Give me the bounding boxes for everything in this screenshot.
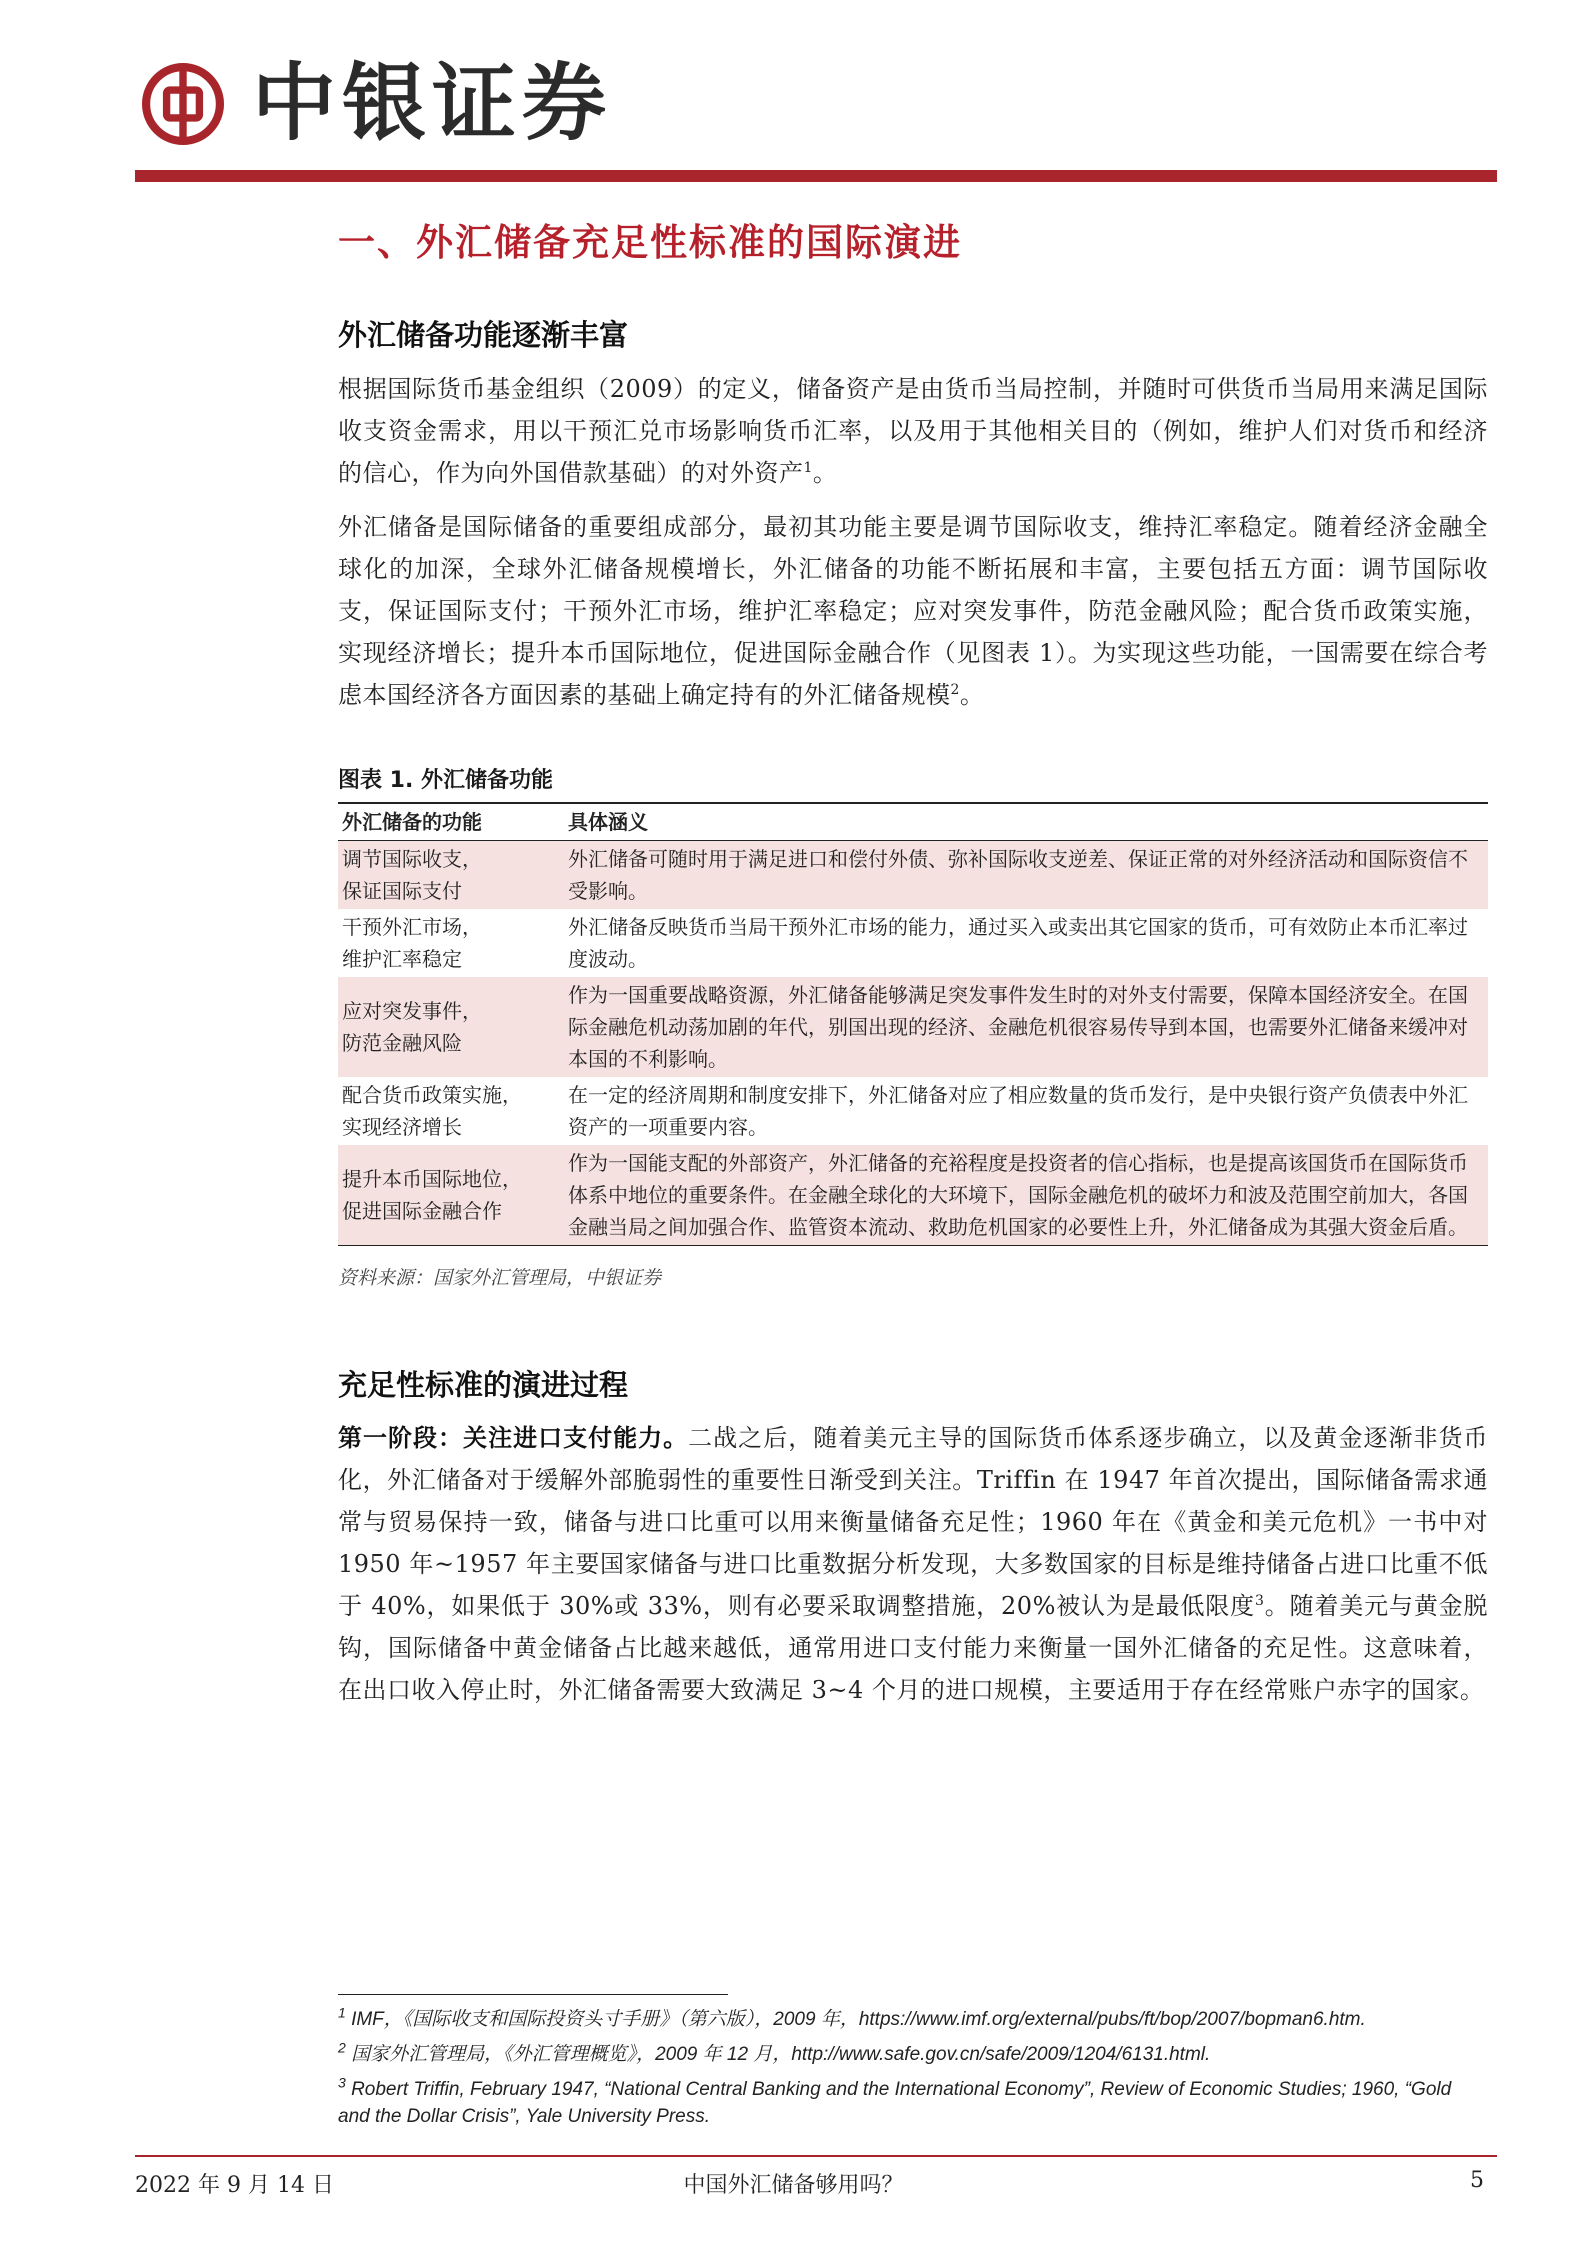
bank-of-china-logo-icon	[142, 63, 224, 145]
footnote-ref-2[interactable]: 2	[950, 682, 960, 698]
footnote-ref-1[interactable]: 1	[803, 460, 813, 476]
table-source: 资料来源：国家外汇管理局，中银证券	[338, 1267, 662, 1289]
subsection-title-evolution: 充足性标准的演进过程	[338, 1368, 629, 1402]
table-row	[338, 1145, 1488, 1246]
table-cell-meaning: 外汇储备可随时用于满足进口和偿付外债、弥补国际收支逆差、保证正常的对外经济活动和国际资信不受影响。	[564, 841, 1488, 910]
footnote-2: $^2$ 国家外汇管理局，《外汇管理概览》，2009 年 12 月，http://www.safe.gov.cn/safe/2009/1204/6131.html.	[338, 2039, 1211, 2065]
brand-name: 中银证券	[252, 53, 613, 152]
paragraph-definition: 根据国际货币基金组织（2009）的定义，储备资产是由货币当局控制，并随时可供货币当局用来满足国际收支资金需求，用以干预汇兑市场影响货币汇率，以及用于其他相关目的（例如，维护人们对货币和经济的信心，作为向外国借款基础）的对外资产$^1$。	[338, 375, 1488, 487]
table-header-function: 外汇储备的功能	[338, 803, 564, 841]
table-header-row	[338, 803, 1488, 841]
table-cell-function: 提升本币国际地位， 促进国际金融合作	[338, 1145, 564, 1246]
page-number: 5	[1470, 2168, 1484, 2193]
table-cell-function: 配合货币政策实施， 实现经济增长	[342, 1083, 522, 1139]
footer-report-title: 中国外汇储备够用吗？	[683, 2173, 904, 2198]
table-title: 图表 1. 外汇储备功能	[338, 768, 553, 793]
footnote-1: $^1$ IMF，《国际收支和国际投资头寸手册》（第六版），2009 年，https://www.imf.org/external/pubs/ft/bop/2007/bopman6.htm.	[338, 2004, 1366, 2030]
table-row	[338, 841, 1488, 910]
table-header-meaning: 具体涵义	[564, 803, 1488, 841]
table-cell-meaning: 作为一国能支配的外部资产，外汇储备的充裕程度是投资者的信心指标，也是提高该国货币在国际货币体系中地位的重要条件。在金融全球化的大环境下，国际金融危机的破坏力和波及范围空前加大，各国金融当局之间加强合作、监管资本流动、救助危机国家的必要性上升，外汇储备成为其强大资金后盾。	[564, 1145, 1488, 1246]
table-row	[338, 1077, 1488, 1145]
footnote-3: $^3$ Robert Triffin, February 1947, “National Central Banking and the International Economy”, Review of Economic Studies; 1960, “Gold and the Dollar Crisis”, Yale University Press.	[338, 2074, 1452, 2127]
section-title: 一、外汇储备充足性标准的国际演进	[338, 221, 962, 264]
table-cell-function: 干预外汇市场， 维护汇率稳定	[342, 915, 482, 971]
paragraph-stage-one: 第一阶段：关注进口支付能力。二战之后，随着美元主导的国际货币体系逐步确立，以及黄金逐渐非货币化，外汇储备对于缓解外部脆弱性的重要性日渐受到关注。Triffin 在 1947 年首次提出，国际储备需求通常与贸易保持一致，储备与进口比重可以用来衡量储备充足性；1960 年在《黄金和美元危机》一书中对 1950 年~1957 年主要国家储备与进口比重数据分析发现，大多数国家的目标是维持储备占进口比重不低于 40%，如果低于 30%或 33%，则有必要采取调整措施，20%被认为是最低限度$^3$。随着美元与黄金脱钩，国际储备中黄金储备占比越来越低，通常用进口支付能力来衡量一国外汇储备的充足性。这意味着，在出口收入停止时，外汇储备需要大致满足 3~4 个月的进口规模，主要适用于存在经常账户赤字的国家。	[338, 1424, 1489, 1704]
reserve-functions-table	[338, 802, 1488, 1246]
table-cell-function: 应对突发事件， 防范金融风险	[338, 977, 564, 1077]
footnote-ref-3[interactable]: 3	[1254, 1593, 1265, 1609]
table-cell-meaning: 外汇储备反映货币当局干预外汇市场的能力，通过买入或卖出其它国家的货币，可有效防止本币汇率过度波动。	[568, 915, 1468, 971]
table-row	[338, 977, 1488, 1077]
footer-date: 2022 年 9 月 14 日	[135, 2173, 334, 2198]
table-cell-function: 调节国际收支， 保证国际支付	[338, 841, 564, 910]
subsection-title-functions: 外汇储备功能逐渐丰富	[338, 318, 629, 352]
footer-divider	[135, 2155, 1497, 2157]
header-divider	[135, 170, 1497, 182]
footnote-divider	[338, 1994, 728, 1995]
table-cell-meaning: 在一定的经济周期和制度安排下，外汇储备对应了相应数量的货币发行，是中央银行资产负债表中外汇资产的一项重要内容。	[568, 1083, 1468, 1139]
table-row	[338, 909, 1488, 977]
stage-one-lead: 第一阶段：关注进口支付能力。	[338, 1424, 689, 1452]
table-cell-meaning: 作为一国重要战略资源，外汇储备能够满足突发事件发生时的对外支付需要，保障本国经济安全。在国际金融危机动荡加剧的年代，别国出现的经济、金融危机很容易传导到本国，也需要外汇储备来缓冲对本国的不利影响。	[564, 977, 1488, 1077]
paragraph-functions: 外汇储备是国际储备的重要组成部分，最初其功能主要是调节国际收支，维持汇率稳定。随着经济金融全球化的加深，全球外汇储备规模增长，外汇储备的功能不断拓展和丰富，主要包括五方面：调节国际收支，保证国际支付；干预外汇市场，维护汇率稳定；应对突发事件，防范金融风险；配合货币政策实施，实现经济增长；提升本币国际地位，促进国际金融合作（见图表 1）。为实现这些功能，一国需要在综合考虑本国经济各方面因素的基础上确定持有的外汇储备规模$^2$。	[338, 513, 1488, 709]
